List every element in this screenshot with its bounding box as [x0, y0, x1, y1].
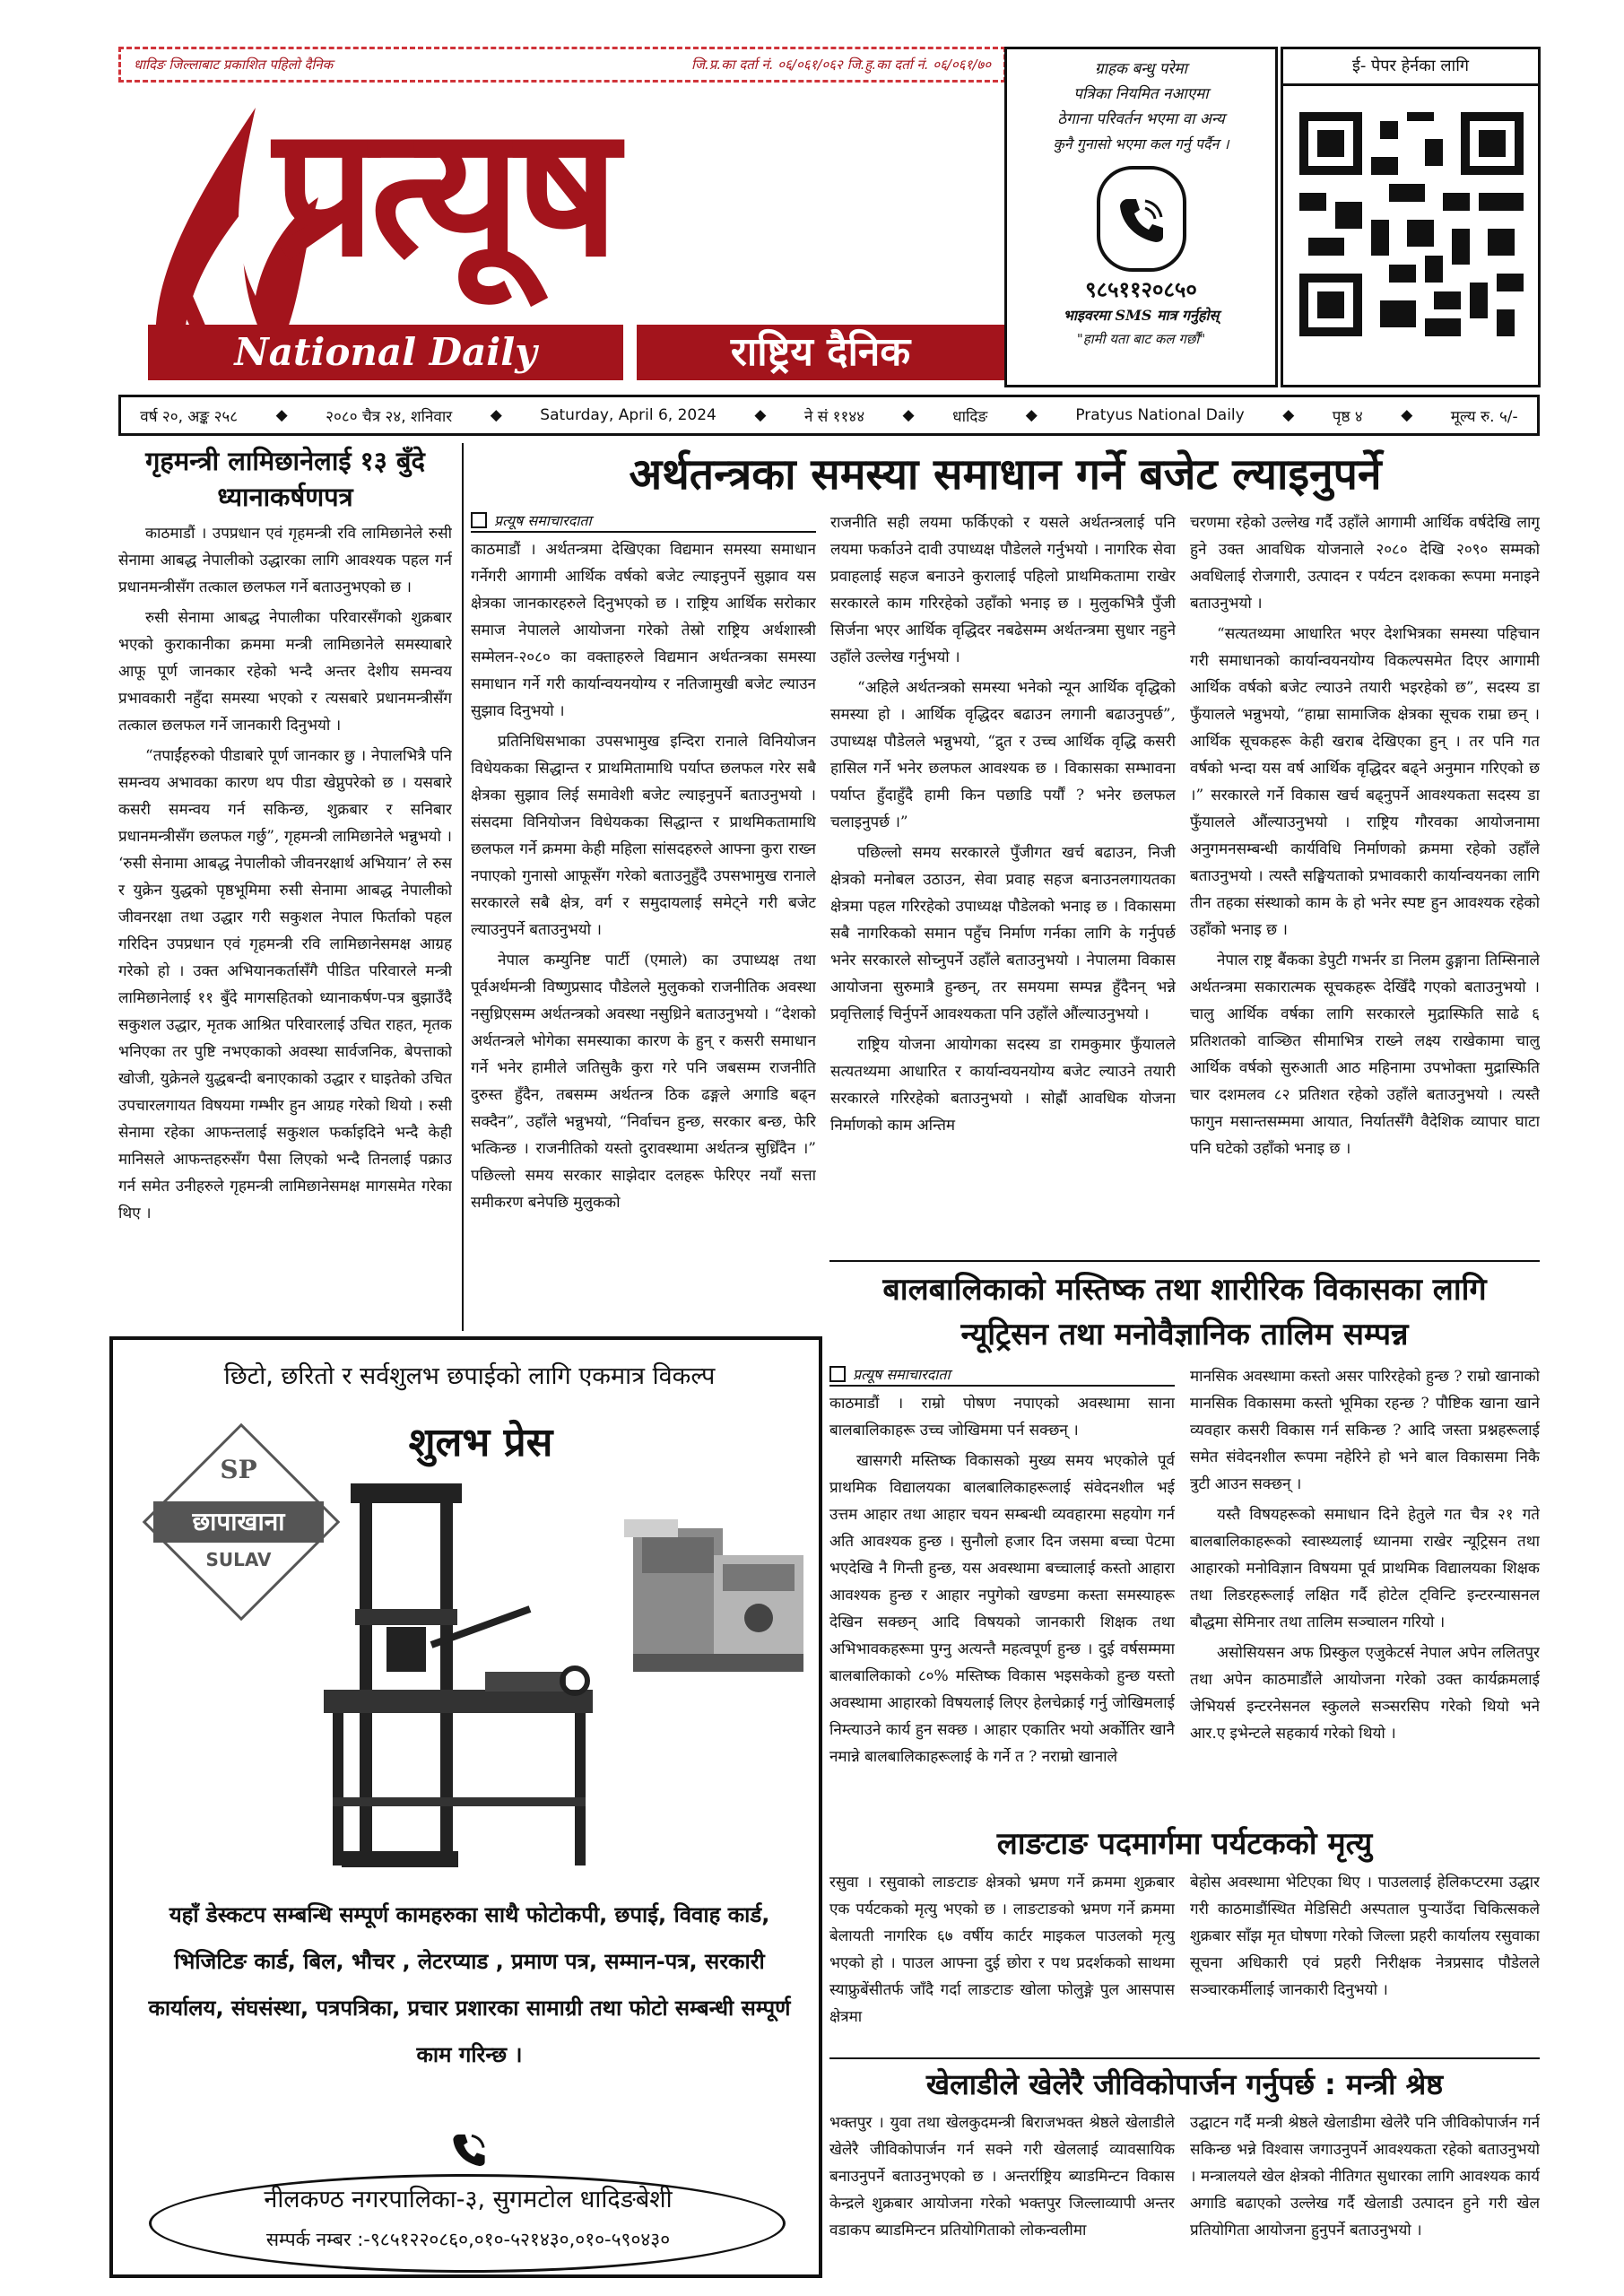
sms-tagline: "हामी यता बाट कल गर्छौं"	[1076, 331, 1206, 347]
budget-headline: अर्थतन्त्रका समस्या समाधान गर्ने बजेट ल्याइनुपर्ने	[629, 449, 1382, 500]
location: धादिङ	[952, 407, 988, 426]
story-paragraph: चरणमा रहेको उल्लेख गर्दै उहाँले आगामी आर्थिक वर्षदेखि लागू हुने उक्त आवधिक योजनाले २०८० देखि २०९० सम्मको अवधिलाई रोजगारी, उत्पादन र पर्यटन दशकका रूपमा मनाइने बताउनुभयो ।	[1190, 514, 1540, 613]
budget-column-1	[471, 536, 816, 1327]
notice-line: पत्रिका नियमित नआएमा	[1073, 85, 1209, 103]
contact-oval	[149, 2174, 786, 2273]
notice-line: ठेगाना परिवर्तन भएमा वा अन्य	[1057, 110, 1225, 128]
press-logo	[144, 1425, 333, 1613]
logo-mark: SP	[220, 1455, 257, 1484]
story-paragraph: काठमाडौं । राम्रो पोषण नपाएको अवस्थामा साना बालबालिकाहरू उच्च जोखिममा पर्न सक्छन् ।	[829, 1395, 1175, 1439]
sports-column-1	[829, 2109, 1175, 2271]
epaper-label: ई- पेपर हेर्नका लागि	[1283, 49, 1538, 86]
sports-column-2	[1190, 2109, 1540, 2271]
ad-services-text: यहाँ डेस्कटप सम्बन्धि सम्पूर्ण कामहरुका साथै फोटोकपी, छपाई, विवाह कार्ड, भिजिटिङ कार्ड, बिल, भौचर , लेटरप्याड , प्रमाण पत्र, सम्मान-पत्र, सरकारी कार्यालय, संघसंस्था, पत्रपत्रिका, प्रचार प्रशारका सामाग्री तथा फोटो सम्बन्धी सम्पूर्ण काम गरिन्छ ।	[148, 1902, 791, 2067]
square-bullet-icon	[829, 1366, 846, 1382]
epaper-box	[1281, 47, 1541, 387]
story-paragraph: काठमाडौं । अर्थतन्त्रमा देखिएका विद्यमान समस्या समाधान गर्नेगरी आगामी आर्थिक वर्षको बजेट ल्याइनुपर्ने सुझाव यस क्षेत्रका जानकारहरुले दिनुभएको छ । राष्ट्रिय आर्थिक सरोकार समाज नेपालले आयोजना गरेको तेस्रो राष्ट्रिय अर्थशास्त्री सम्मेलन-२०८० का वक्ताहरुले विद्यमान अर्थतन्त्रका समस्या समाधान गर्ने गरी कार्यान्वयनयोग्य र नतिजामुखी बजेट ल्याउन सुझाव दिनुभयो ।	[471, 541, 816, 720]
story-paragraph: रुसी सेनामा आबद्ध नेपालीका परिवारसँगको शुक्रबार भएको कुराकानीका क्रममा मन्त्री लामिछानेले समस्याबारे आफू पूर्ण जानकार रहेको भन्दै अन्तर देशीय समन्वय प्रभावकारी नहुँदा समस्या भएको र त्यसबारे प्रधानमन्त्रीसँग तत्काल छलफल गर्ने जानकारी दिनुभयो ।	[118, 609, 452, 735]
logo-title: प्रत्यूष	[274, 88, 614, 297]
column-divider	[462, 443, 464, 1331]
story-paragraph: राष्ट्रिय योजना आयोगका सदस्य डा रामकुमार फुँयालले सत्यतथ्यमा आधारित र कार्यान्वयनयोग्य बजेट ल्याउने तयारी सरकारले गरिरहेको बताउनुभयो । सोह्रौं आवधिक योजना निर्माणको काम अन्तिम	[830, 1036, 1176, 1135]
logo-english: SULAV	[205, 1549, 272, 1570]
phone-icon	[449, 2129, 489, 2169]
ad-address: नीलकण्ठ नगरपालिका-३, सुगमटोल धादिङबेशी	[264, 2186, 673, 2213]
story-paragraph: रसुवा । रसुवाको लाङटाङ क्षेत्रको भ्रमण गर्ने क्रममा शुक्रबार एक पर्यटकको मृत्यु भएको छ । लाङटाङको भ्रमण गर्ने क्रममा बेलायती नागरिक ६७ वर्षीय कार्टर माइकल पाउलको मृत्यु भएको हो । पाउल आफ्ना दुई छोरा र पथ प्रदर्शकको साथमा स्याफ्रुबेंसीतर्फ जाँदै गर्दा लाङटाङ खोला फोलुङ्गे पुल आसपास क्षेत्रमा	[829, 1874, 1175, 2026]
child-column-2	[1190, 1363, 1540, 1821]
qr-code-icon[interactable]	[1299, 112, 1524, 336]
story-paragraph: प्रतिनिधिसभाका उपसभामुख इन्दिरा रानाले विनियोजन विधेयकका सिद्धान्त र प्राथमितामाथि पर्याप्त छलफल गरेर सबै क्षेत्रका सुझाव लिई समावेशी बजेट ल्याइनुपर्ने बताउनुभयो । संसदमा विनियोजन विधेयकका सिद्धान्त र प्राथमिकतामाथि छलफल गर्ने क्रममा केही महिला सांसदहरुले आफ्ना कुरा राख्न नपाएको गुनासो आफूसँग गरेको बताउनुहुँदै उपसभामुख रानाले सरकारले सबै क्षेत्र, वर्ग र समुदायलाई समेट्ने गरी बजेट ल्याउनुपर्ने बताउनुभयो ।	[471, 733, 816, 939]
phone-number: ९८५११२०८५०	[1085, 276, 1197, 302]
story-paragraph: यस्तै विषयहरूको समाधान दिने हेतुले गत चैत्र २१ गते बालबालिकाहरूको स्वास्थ्यलाई ध्यानमा राखेर न्यूट्रिसन तथा आहारको मनोविज्ञान विषयमा पूर्व प्राथमिक विद्यालयका शिक्षक तथा लिडरहरूलाई लक्षित गर्दै होटेल ट्विन्टि इन्टरन्यासनल बौद्धमा सेमिनार तथा तालिम सञ्चालन गरियो ।	[1190, 1506, 1540, 1631]
budget-reporter-byline	[471, 509, 816, 533]
nepal-sambat: ने सं ११४४	[803, 407, 865, 426]
sms-line: भाइवरमा SMS मात्र गर्नुहोस्	[1063, 307, 1220, 324]
story-paragraph: खासगरी मस्तिष्क विकासको मुख्य समय भएकोले पूर्व प्राथमिक विद्यालयका बालबालिकाहरूलाई संवेदनशील भई उत्तम आहार तथा आहार चयन सम्बन्धी व्यवहारमा सहयोग गर्न अति आवश्यक हुन्छ । सुनौलो हजार दिन जसमा बच्चा पेटमा भएदेखि नै गिन्ती हुन्छ, यस अवस्थामा बच्चालाई कस्तो आहारा आवश्यक हुन्छ र आहार नपुगेको खण्डमा कस्ता समस्याहरू देखिन सक्छन् आदि विषयको जानकारी शिक्षक तथा अभिभावकहरूमा पुग्नु अत्यन्तै महत्वपूर्ण हुन्छ । दुई वर्षसम्ममा बालबालिकाको ८०% मस्तिष्क विकास भइसकेको हुन्छ यस्तो अवस्थामा आहारको विषयलाई लिएर हेलचेक्राई गर्नु जोखिमलाई निम्त्याउने कार्य हुन सक्छ । आहार एकातिर भयो अर्कोतिर खानै नमान्ने बालबालिकाहरूलाई के गर्ने त ? नराम्रो खानाले	[829, 1452, 1175, 1766]
child-development-headline-1: बालबालिकाको मस्तिष्क तथा शारीरिक विकासका लागि	[882, 1272, 1487, 1308]
subscriber-notice-box	[1004, 47, 1278, 387]
offset-printing-machine-icon	[624, 1501, 812, 1681]
paper-name: Pratyus National Daily	[1075, 406, 1245, 424]
story-paragraph: असोसियसन अफ प्रिस्कुल एजुकेटर्स नेपाल अपेन ललितपुर तथा अपेन काठमाडौंले आयोजना गरेको उक्त कार्यक्रमलाई जेभियर्स इन्टरनेसनल स्कुलले सञ्सरसिप गरेको थियो भने आर.ए इभेन्टले सहकार्य गरेको थियो ।	[1190, 1644, 1540, 1743]
phone-icon	[1115, 192, 1168, 246]
section-divider	[829, 1260, 1540, 1262]
first-daily-label: धादिङ जिल्लाबाट प्रकाशित पहिलो दैनिक	[134, 57, 334, 73]
story-paragraph: राजनीति सही लयमा फर्किएको र यसले अर्थतन्त्रलाई पनि लयमा फर्काउने दावी उपाध्यक्ष पौडेलले गर्नुभयो । नागरिक सेवा प्रवाहलाई सहज बनाउने कुरालाई पहिलो प्राथमिकतामा राखेर सरकारले काम गरिरहेको उहाँको भनाइ छ । मुलुकभित्रै पुँजी सिर्जना भएर आर्थिक वृद्धिदर नबढेसम्म अर्थतन्त्रमा सुधार नहुने उहाँले उल्लेख गर्नुभयो ।	[830, 514, 1176, 666]
viber-icon	[1097, 166, 1186, 272]
press-advertisement[interactable]	[109, 1336, 822, 2278]
budget-column-3	[1190, 509, 1540, 1254]
budget-column-2	[830, 509, 1176, 1327]
notice-line: कुनै गुनासो भएमा कल गर्नु पर्दैन ।	[1053, 135, 1229, 152]
nepali-name: राष्ट्रिय दैनिक	[637, 325, 1004, 380]
ad-contact-numbers[interactable]: सम्पर्क नम्बर :-९८५१२२०८६०,०१०-५२१४३०,०१०-५९०४३०	[265, 2229, 671, 2250]
notice-line: ग्राहक बन्धु परेमा	[1095, 60, 1187, 78]
dateline-bar: वर्ष २०, अङ्क २५८ ◆ २०८० चैत्र २४, शनिवार ◆ Saturday, April 6, 2024 ◆ ने सं ११४४ ◆ धादिङ ◆ Pratyus National Daily ◆ पृष्ठ ४ ◆ मूल्य रु. ५/-	[118, 395, 1540, 436]
section-divider	[829, 2057, 1540, 2059]
reporter-name: प्रत्यूष समाचारदाता	[494, 512, 592, 529]
ad-tagline: छिटो, छरितो र सर्वशुलभ छपाईको लागि एकमात्र विकल्प	[223, 1362, 716, 1390]
story-paragraph: उद्घाटन गर्दै मन्त्री श्रेष्ठले खेलाडीमा खेलेरै पनि जीविकोपार्जन गर्न सकिन्छ भन्ने विश्वास जगाउनुपर्ने आवश्यकता रहेको बताउनुभयो । मन्त्रालयले खेल क्षेत्रको नीतिगत सुधारका लागि आवश्यक कार्य अगाडि बढाएको उल्लेख गर्दै खेलाडी उत्पादन हुने गरी खेल प्रतियोगिता आयोजना हुनुपर्ने बताउनुभयो ।	[1190, 2114, 1540, 2239]
page-number: पृष्ठ ४	[1332, 407, 1363, 426]
story-paragraph: काठमाडौं । उपप्रधान एवं गृहमन्त्री रवि लामिछानेले रुसी सेनामा आबद्ध नेपालीको उद्धारका लागि आवश्यक पहल गर्न प्रधानमन्त्रीसँग तत्काल छलफल गर्ने बताउनुभएको छ ।	[118, 525, 452, 596]
story-paragraph: मानसिक अवस्थामा कस्तो असर पारिरहेको हुन्छ ? राम्रो खानाको मानसिक विकासमा कस्तो भूमिका रहन्छ ? पौष्टिक खाना खाने व्यवहार कसरी विकास गर्न सकिन्छ ? आदि जस्ता प्रश्नहरूलाई समेत संवेदनशील रूपमा नहेरिने हो भने बाल विकासमा निकै त्रुटी आउन सक्छन् ।	[1190, 1368, 1540, 1493]
story-paragraph: बेहोस अवस्थामा भेटिएका थिए । पाउललाई हेलिकप्टरमा उद्धार गरी काठमाडौंस्थित मेडिसिटी अस्पताल पुऱ्याउँदा चिकित्सकले शुक्रबार साँझ मृत घोषणा गरेको जिल्ला प्रहरी कार्यालय रसुवाका सूचना अधिकारी एवं प्रहरी निरीक्षक नेत्रप्रसाद पौडेलले सञ्चारकर्मीलाई जानकारी दिनुभयो ।	[1190, 1874, 1540, 1999]
ad-press-name: शुलभ प्रेस	[408, 1420, 553, 1465]
child-column-1	[829, 1390, 1175, 1821]
story-paragraph: नेपाल राष्ट्र बैंकका डेपुटी गभर्नर डा निलम ढुङ्गाना तिम्सिनाले अर्थतन्त्रमा सकारात्मक सूचकहरू देखिँदै गएको बताउनुभयो । चालु आर्थिक वर्षका लागि सरकारले मुद्रास्फिति साढे ६ प्रतिशतको वाञ्छित सीमाभित्र राख्ने लक्ष्य राखेकामा चालु आर्थिक वर्षको सुरुआती आठ महिनामा उपभोक्ता मुद्रास्फिति चार दशमलव ८२ प्रतिशत रहेको उहाँले बताउनुभयो । त्यस्तै फागुन मसान्तसम्ममा आयात, निर्यातसँगै वैदेशिक व्यापार घाटा पनि घटेको उहाँको भनाइ छ ।	[1190, 952, 1540, 1158]
story-paragraph: “अहिले अर्थतन्त्रको समस्या भनेको न्यून आर्थिक वृद्धिको समस्या हो । आर्थिक वृद्धिदर बढाउन लगानी बढाउनुपर्छ”, उपाध्यक्ष पौडेलले भन्नुभयो, “द्रुत र उच्च आर्थिक वृद्धि कसरी हासिल गर्ने भनेर छलफल आवश्यक छ । विकासका सम्भावना पर्याप्त हुँदाहुँदै हामी किन पछाडि पर्यौं ? भनेर छलफल चलाइनुपर्छ ।”	[830, 679, 1176, 831]
langtang-headline: लाङटाङ पदमार्गमा पर्यटकको मृत्यु	[996, 1826, 1373, 1862]
story-paragraph: पछिल्लो समय सरकारले पुँजीगत खर्च बढाउन, निजी क्षेत्रको मनोबल उठाउन, सेवा प्रवाह सहज बनाउनलगायतका क्षेत्रमा पहल गरिरहेको उपाध्यक्ष पौडेलको भनाइ छ । विकासमा सबै नागरिकको समान पहुँच निर्माण गर्नका लागि के गर्नुपर्छ भनेर सरकारले सोच्नुपर्ने उहाँले बताउनुभयो । नेपालमा विकास आयोजना सुरुमात्रै हुन्छन्, तर समयमा सम्पन्न हुँदैनन् भन्ने प्रवृत्तिलाई चिर्नुपर्ने आवश्यकता पनि उहाँले औंल्याउनुभयो ।	[830, 844, 1176, 1023]
home-minister-headline: गृहमन्त्री लामिछानेलाई १३ बुँदे ध्यानाकर्षणपत्र	[145, 446, 425, 512]
sports-headline: खेलाडीले खेलेरै जीविकोपार्जन गर्नुपर्छ : मन्त्री श्रेष्ठ	[925, 2067, 1444, 2101]
hand-press-machine-icon	[306, 1474, 611, 1887]
story-paragraph: “सत्यतथ्यमा आधारित भएर देशभित्रका समस्या पहिचान गरी समाधानको कार्यान्वयनयोग्य विकल्पसमेत दिएर आगामी आर्थिक वर्षको बजेट ल्याउने तयारी भइरहेको छ”, सदस्य डा फुँयालले भन्नुभयो, “हाम्रा सामाजिक क्षेत्रका सूचक राम्रा छन् । आर्थिक सूचकहरू केही खराब देखिएका हुन् । तर पनि गत वर्षको भन्दा यस वर्ष आर्थिक वृद्धिदर बढ्ने अनुमान गरिएको छ ।” सरकारले गर्ने विकास खर्च बढ्नुपर्ने आवश्यकता सदस्य डा फुँयालले औंल्याउनुभयो । राष्ट्रिय गौरवका आयोजनामा अनुगमनसम्बन्धी कार्यविधि निर्माणको क्रममा रहेको उहाँले बताउनुभयो । त्यस्तै सङ्घियताको प्रभावकारी कार्यान्वयनका लागि तीन तहका संस्थाको काम के हो भनेर स्पष्ट हुन आवश्यक रहेको उहाँको भनाइ छ ।	[1190, 625, 1540, 939]
story-paragraph: “तपाईंहरुको पीडाबारे पूर्ण जानकार छु । नेपालभित्रै पनि समन्वय अभावका कारण थप पीडा खेप्नुपरेको छ । यसबारे कसरी समन्वय गर्न सकिन्छ, शुक्रबार र सनिबार प्रधानमन्त्रीसँग छलफल गर्छु”, गृहमन्त्री लामिछानेले भन्नुभयो । ‘रुसी सेनामा आबद्ध नेपालीको जीवनरक्षार्थ अभियान’ ले रुस र युक्रेन युद्धको पृष्ठभूमिमा रुसी सेनामा आबद्ध नेपालीको जीवनरक्षा तथा उद्धार गरी सकुशल नेपाल फिर्ताको पहल गरिदिन उपप्रधान एवं गृहमन्त्री रवि लामिछानेसमक्ष आग्रह गरेको हो । उक्त अभियानकर्तासँगै पीडित परिवारले मन्त्री लामिछानेलाई ११ बुँदे मागसहितको ध्यानाकर्षण-पत्र बुझाउँदै सकुशल उद्धार, मृतक आश्रित परिवारलाई उचित राहत, मृतक भनिएका तर पुष्टि नभएकाको अवस्था सार्वजनिक, बेपत्ताको खोजी, युक्रेनले युद्धबन्दी बनाएकाको उद्धार र घाइतेको उचित उपचारलगायत विषयमा गम्भीर हुन आग्रह गरेको थियो । रुसी सेनामा रहेका आफन्तलाई सकुशल फर्काइदिने भन्दै केही मानिसले आफन्तहरुसँग पैसा लिएको भन्दै तिनलाई पक्राउ गर्न समेत उनीहरुले गृहमन्त्री लामिछानेसमक्ष मागसमेत गरेका थिए ।	[118, 747, 452, 1222]
logo-subtitle: छापाखाना	[153, 1501, 324, 1543]
square-bullet-icon	[471, 512, 487, 528]
story-paragraph: भक्तपुर । युवा तथा खेलकुदमन्त्री बिराजभक्त श्रेष्ठले खेलाडीले खेलेरै जीविकोपार्जन गर्न सक्ने गरी खेललाई व्यावसायिक बनाउनुपर्ने बताउनुभएको छ । अन्तर्राष्ट्रिय ब्याडमिन्टन विकास केन्द्रले शुक्रबार आयोजना गरेको भक्तपुर जिल्लाव्यापी अन्तर वडाकप ब्याडमिन्टन प्रतियोगिताको लोकन्वलीमा	[829, 2114, 1175, 2239]
home-minister-story	[118, 520, 452, 1327]
volume-issue: वर्ष २०, अङ्क २५८	[140, 407, 239, 426]
langtang-column-1	[829, 1869, 1175, 2056]
langtang-column-2	[1190, 1869, 1540, 2056]
registration-number: जि.प्र.का दर्ता नं. ०६/०६१/०६२ जि.हु.का दर्ता नं. ०६/०६१/७०	[691, 57, 991, 73]
child-reporter-byline	[829, 1363, 1175, 1387]
registration-strip	[118, 47, 1006, 83]
nepali-date: २०८० चैत्र २४, शनिवार	[326, 407, 453, 426]
english-name: National Daily	[148, 325, 623, 380]
masthead-logo	[121, 90, 1004, 386]
price: मूल्य रु. ५/-	[1450, 407, 1518, 426]
english-date: Saturday, April 6, 2024	[540, 406, 716, 424]
story-paragraph: नेपाल कम्युनिष्ट पार्टी (एमाले) का उपाध्यक्ष तथा पूर्वअर्थमन्त्री विष्णुप्रसाद पौडेलले मुलुकको राजनीतिक अवस्था नसुध्रिएसम्म अर्थतन्त्रको अवस्था नसुध्रिने बताउनुभयो । “देशको अर्थतन्त्रले भोगेका समस्याका कारण के हुन् र कसरी समाधान गर्ने भनेर हामीले जतिसुकै कुरा गरे पनि जबसम्म राजनीति दुरुस्त हुँदैन, तबसम्म अर्थतन्त्र ठिक ढङ्गले अगाडि बढ्न सक्दैन”, उहाँले भन्नुभयो, “निर्वाचन हुन्छ, सरकार बन्छ, फेरि भत्किन्छ । राजनीतिको यस्तो दुरावस्थामा अर्थतन्त्र सुध्रिँदैन ।” पछिल्लो समय सरकार साझेदार दलहरू फेरिएर नयाँ सत्ता समीकरण बनेपछि मुलुकको	[471, 952, 816, 1212]
child-development-headline-2: न्यूट्रिसन तथा मनोवैज्ञानिक तालिम सम्पन्न	[960, 1317, 1409, 1352]
reporter-name: प्रत्यूष समाचारदाता	[853, 1366, 951, 1383]
